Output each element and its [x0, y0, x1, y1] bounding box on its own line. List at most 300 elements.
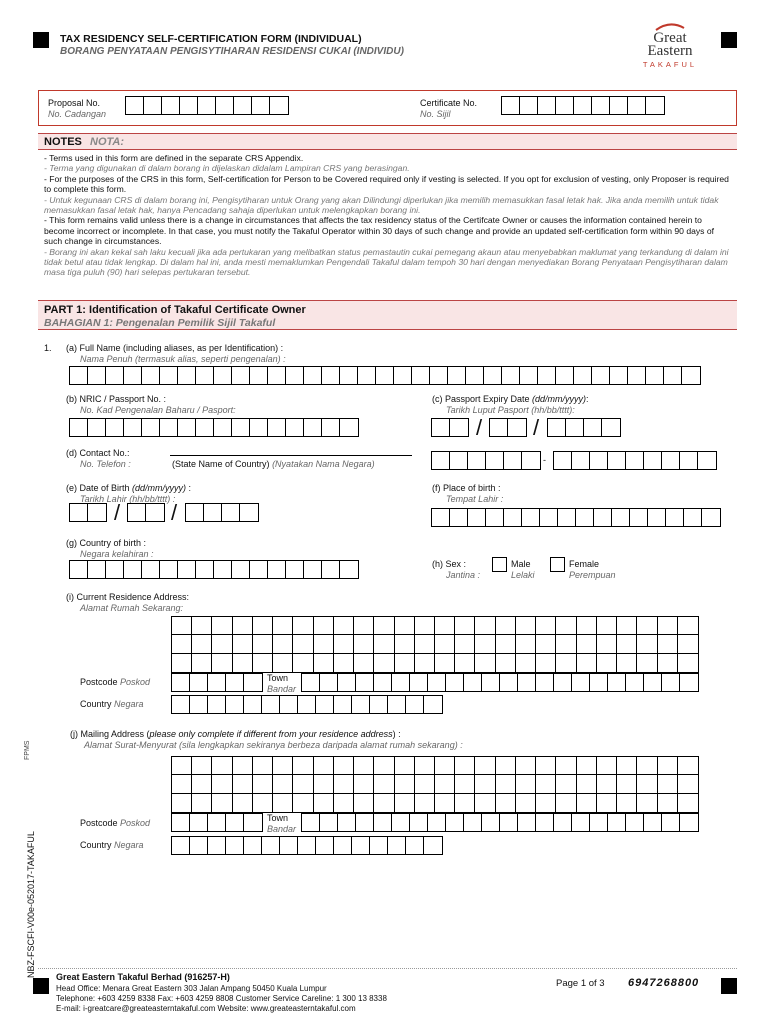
char-box[interactable] — [486, 509, 504, 526]
char-box[interactable] — [617, 635, 637, 653]
char-box[interactable] — [293, 775, 313, 793]
char-box[interactable] — [298, 696, 316, 713]
char-box[interactable] — [702, 509, 720, 526]
char-box[interactable] — [612, 509, 630, 526]
char-box[interactable] — [192, 794, 212, 812]
char-box[interactable] — [162, 97, 180, 114]
char-box[interactable] — [192, 775, 212, 793]
char-box[interactable] — [558, 509, 576, 526]
char-box[interactable] — [160, 367, 178, 384]
char-box[interactable] — [233, 775, 253, 793]
char-box[interactable] — [415, 654, 435, 672]
char-box[interactable] — [172, 696, 190, 713]
char-box[interactable] — [455, 775, 475, 793]
char-box[interactable] — [475, 617, 495, 635]
char-box[interactable] — [475, 635, 495, 653]
char-box[interactable] — [273, 757, 293, 775]
char-box[interactable] — [196, 367, 214, 384]
char-box[interactable] — [253, 775, 273, 793]
char-box[interactable] — [626, 674, 644, 691]
char-box[interactable] — [374, 635, 394, 653]
char-box[interactable] — [684, 509, 702, 526]
char-box[interactable] — [233, 794, 253, 812]
char-box[interactable] — [172, 814, 190, 831]
char-box[interactable] — [320, 674, 338, 691]
char-box[interactable] — [446, 674, 464, 691]
char-box[interactable] — [610, 97, 628, 114]
pob-input[interactable] — [431, 508, 721, 527]
char-box[interactable] — [70, 367, 88, 384]
char-box[interactable] — [226, 674, 244, 691]
char-box[interactable] — [334, 654, 354, 672]
country-input[interactable] — [171, 836, 443, 855]
char-box[interactable] — [468, 509, 486, 526]
char-box[interactable] — [455, 635, 475, 653]
char-box[interactable] — [232, 561, 250, 578]
char-box[interactable] — [222, 504, 240, 521]
char-box[interactable] — [536, 635, 556, 653]
female-checkbox[interactable] — [550, 557, 565, 572]
char-box[interactable] — [432, 452, 450, 469]
char-box[interactable] — [680, 814, 698, 831]
char-box[interactable] — [286, 367, 304, 384]
char-box[interactable] — [268, 561, 286, 578]
char-box[interactable] — [392, 814, 410, 831]
char-box[interactable] — [628, 97, 646, 114]
char-box[interactable] — [680, 674, 698, 691]
char-box[interactable] — [520, 367, 538, 384]
char-box[interactable] — [617, 757, 637, 775]
char-box[interactable] — [304, 419, 322, 436]
char-box[interactable] — [637, 757, 657, 775]
char-box[interactable] — [608, 674, 626, 691]
char-box[interactable] — [395, 757, 415, 775]
char-box[interactable] — [88, 367, 106, 384]
char-box[interactable] — [577, 775, 597, 793]
postcode-input[interactable] — [171, 813, 263, 832]
char-box[interactable] — [268, 419, 286, 436]
char-box[interactable] — [658, 654, 678, 672]
cob-input[interactable] — [69, 560, 359, 579]
char-box[interactable] — [232, 419, 250, 436]
char-box[interactable] — [597, 775, 617, 793]
char-box[interactable] — [500, 814, 518, 831]
male-checkbox[interactable] — [492, 557, 507, 572]
char-box[interactable] — [566, 419, 584, 436]
char-box[interactable] — [617, 794, 637, 812]
char-box[interactable] — [482, 674, 500, 691]
char-box[interactable] — [664, 367, 682, 384]
char-box[interactable] — [106, 561, 124, 578]
char-box[interactable] — [406, 837, 424, 854]
char-box[interactable] — [658, 757, 678, 775]
char-box[interactable] — [172, 654, 192, 672]
char-box[interactable] — [250, 419, 268, 436]
char-box[interactable] — [432, 509, 450, 526]
char-box[interactable] — [124, 367, 142, 384]
char-box[interactable] — [180, 97, 198, 114]
char-box[interactable] — [536, 654, 556, 672]
char-box[interactable] — [316, 837, 334, 854]
char-box[interactable] — [233, 654, 253, 672]
char-box[interactable] — [186, 504, 204, 521]
char-box[interactable] — [198, 97, 216, 114]
char-box[interactable] — [192, 635, 212, 653]
char-box[interactable] — [212, 635, 232, 653]
char-box[interactable] — [468, 452, 486, 469]
char-box[interactable] — [298, 837, 316, 854]
char-box[interactable] — [617, 775, 637, 793]
char-box[interactable] — [435, 794, 455, 812]
char-box[interactable] — [146, 504, 164, 521]
char-box[interactable] — [576, 509, 594, 526]
char-box[interactable] — [334, 635, 354, 653]
char-box[interactable] — [496, 757, 516, 775]
char-box[interactable] — [630, 509, 648, 526]
char-box[interactable] — [233, 635, 253, 653]
char-box[interactable] — [334, 757, 354, 775]
char-box[interactable] — [314, 775, 334, 793]
char-box[interactable] — [484, 367, 502, 384]
char-box[interactable] — [352, 696, 370, 713]
passport-expiry-month[interactable] — [489, 418, 527, 437]
char-box[interactable] — [577, 757, 597, 775]
char-box[interactable] — [554, 674, 572, 691]
char-box[interactable] — [556, 794, 576, 812]
char-box[interactable] — [424, 696, 442, 713]
char-box[interactable] — [682, 367, 700, 384]
char-box[interactable] — [338, 814, 356, 831]
char-box[interactable] — [680, 452, 698, 469]
char-box[interactable] — [212, 617, 232, 635]
char-box[interactable] — [395, 654, 415, 672]
char-box[interactable] — [626, 814, 644, 831]
char-box[interactable] — [172, 775, 192, 793]
char-box[interactable] — [190, 696, 208, 713]
char-box[interactable] — [394, 367, 412, 384]
char-box[interactable] — [602, 419, 620, 436]
char-box[interactable] — [412, 367, 430, 384]
char-box[interactable] — [178, 561, 196, 578]
char-box[interactable] — [572, 674, 590, 691]
char-box[interactable] — [538, 97, 556, 114]
char-box[interactable] — [70, 561, 88, 578]
char-box[interactable] — [88, 561, 106, 578]
char-box[interactable] — [450, 419, 468, 436]
char-box[interactable] — [536, 674, 554, 691]
char-box[interactable] — [678, 794, 698, 812]
char-box[interactable] — [455, 794, 475, 812]
contact-number-input[interactable] — [553, 451, 717, 470]
char-box[interactable] — [352, 837, 370, 854]
char-box[interactable] — [356, 674, 374, 691]
char-box[interactable] — [70, 504, 88, 521]
char-box[interactable] — [637, 794, 657, 812]
char-box[interactable] — [496, 635, 516, 653]
char-box[interactable] — [273, 635, 293, 653]
char-box[interactable] — [475, 654, 495, 672]
char-box[interactable] — [395, 775, 415, 793]
char-box[interactable] — [214, 419, 232, 436]
char-box[interactable] — [334, 837, 352, 854]
char-box[interactable] — [374, 757, 394, 775]
char-box[interactable] — [536, 617, 556, 635]
char-box[interactable] — [644, 674, 662, 691]
char-box[interactable] — [410, 674, 428, 691]
char-box[interactable] — [556, 97, 574, 114]
char-box[interactable] — [455, 757, 475, 775]
char-box[interactable] — [144, 97, 162, 114]
char-box[interactable] — [597, 794, 617, 812]
char-box[interactable] — [212, 757, 232, 775]
char-box[interactable] — [577, 635, 597, 653]
char-box[interactable] — [106, 419, 124, 436]
char-box[interactable] — [268, 367, 286, 384]
char-box[interactable] — [644, 814, 662, 831]
char-box[interactable] — [273, 617, 293, 635]
char-box[interactable] — [540, 509, 558, 526]
char-box[interactable] — [490, 419, 508, 436]
char-box[interactable] — [435, 757, 455, 775]
char-box[interactable] — [172, 617, 192, 635]
char-box[interactable] — [70, 419, 88, 436]
char-box[interactable] — [253, 757, 273, 775]
char-box[interactable] — [572, 814, 590, 831]
char-box[interactable] — [286, 419, 304, 436]
char-box[interactable] — [584, 419, 602, 436]
char-box[interactable] — [280, 837, 298, 854]
char-box[interactable] — [617, 617, 637, 635]
char-box[interactable] — [536, 775, 556, 793]
char-box[interactable] — [320, 814, 338, 831]
char-box[interactable] — [450, 452, 468, 469]
char-box[interactable] — [322, 561, 340, 578]
char-box[interactable] — [293, 794, 313, 812]
char-box[interactable] — [172, 837, 190, 854]
char-box[interactable] — [124, 419, 142, 436]
char-box[interactable] — [322, 419, 340, 436]
char-box[interactable] — [322, 367, 340, 384]
char-box[interactable] — [354, 654, 374, 672]
char-box[interactable] — [302, 674, 320, 691]
char-box[interactable] — [590, 814, 608, 831]
char-box[interactable] — [142, 367, 160, 384]
char-box[interactable] — [448, 367, 466, 384]
char-box[interactable] — [226, 814, 244, 831]
char-box[interactable] — [538, 367, 556, 384]
town-input[interactable] — [301, 673, 699, 692]
char-box[interactable] — [192, 757, 212, 775]
char-box[interactable] — [486, 452, 504, 469]
char-box[interactable] — [435, 654, 455, 672]
char-box[interactable] — [577, 654, 597, 672]
char-box[interactable] — [233, 757, 253, 775]
char-box[interactable] — [415, 757, 435, 775]
char-box[interactable] — [354, 794, 374, 812]
char-box[interactable] — [455, 617, 475, 635]
char-box[interactable] — [516, 617, 536, 635]
char-box[interactable] — [637, 617, 657, 635]
char-box[interactable] — [554, 452, 572, 469]
char-box[interactable] — [334, 775, 354, 793]
char-box[interactable] — [678, 635, 698, 653]
char-box[interactable] — [178, 367, 196, 384]
char-box[interactable] — [192, 654, 212, 672]
char-box[interactable] — [446, 814, 464, 831]
dob-day[interactable] — [69, 503, 107, 522]
char-box[interactable] — [435, 635, 455, 653]
char-box[interactable] — [435, 775, 455, 793]
char-box[interactable] — [340, 561, 358, 578]
char-box[interactable] — [216, 97, 234, 114]
char-box[interactable] — [262, 696, 280, 713]
char-box[interactable] — [536, 757, 556, 775]
char-box[interactable] — [428, 674, 446, 691]
char-box[interactable] — [358, 367, 376, 384]
char-box[interactable] — [536, 814, 554, 831]
char-box[interactable] — [520, 97, 538, 114]
char-box[interactable] — [415, 794, 435, 812]
char-box[interactable] — [662, 814, 680, 831]
char-box[interactable] — [410, 814, 428, 831]
char-box[interactable] — [374, 617, 394, 635]
char-box[interactable] — [208, 814, 226, 831]
contact-country-code-input[interactable] — [431, 451, 541, 470]
char-box[interactable] — [233, 617, 253, 635]
char-box[interactable] — [556, 617, 576, 635]
char-box[interactable] — [504, 452, 522, 469]
char-box[interactable] — [432, 419, 450, 436]
char-box[interactable] — [314, 635, 334, 653]
char-box[interactable] — [504, 509, 522, 526]
char-box[interactable] — [395, 794, 415, 812]
char-box[interactable] — [516, 635, 536, 653]
char-box[interactable] — [244, 696, 262, 713]
char-box[interactable] — [190, 814, 208, 831]
char-box[interactable] — [658, 617, 678, 635]
char-box[interactable] — [262, 837, 280, 854]
char-box[interactable] — [374, 794, 394, 812]
char-box[interactable] — [464, 674, 482, 691]
char-box[interactable] — [594, 509, 612, 526]
char-box[interactable] — [232, 367, 250, 384]
char-box[interactable] — [252, 97, 270, 114]
char-box[interactable] — [626, 452, 644, 469]
char-box[interactable] — [370, 696, 388, 713]
char-box[interactable] — [293, 654, 313, 672]
char-box[interactable] — [212, 775, 232, 793]
char-box[interactable] — [617, 654, 637, 672]
char-box[interactable] — [548, 419, 566, 436]
char-box[interactable] — [234, 97, 252, 114]
char-box[interactable] — [196, 419, 214, 436]
passport-expiry-day[interactable] — [431, 418, 469, 437]
char-box[interactable] — [482, 814, 500, 831]
char-box[interactable] — [172, 674, 190, 691]
char-box[interactable] — [644, 452, 662, 469]
char-box[interactable] — [190, 674, 208, 691]
char-box[interactable] — [678, 757, 698, 775]
char-box[interactable] — [240, 504, 258, 521]
char-box[interactable] — [354, 757, 374, 775]
char-box[interactable] — [388, 837, 406, 854]
char-box[interactable] — [577, 617, 597, 635]
char-box[interactable] — [496, 617, 516, 635]
char-box[interactable] — [226, 696, 244, 713]
char-box[interactable] — [628, 367, 646, 384]
char-box[interactable] — [415, 635, 435, 653]
char-box[interactable] — [334, 696, 352, 713]
char-box[interactable] — [376, 367, 394, 384]
char-box[interactable] — [592, 367, 610, 384]
char-box[interactable] — [172, 794, 192, 812]
char-box[interactable] — [424, 837, 442, 854]
char-box[interactable] — [435, 617, 455, 635]
char-box[interactable] — [160, 419, 178, 436]
char-box[interactable] — [212, 794, 232, 812]
char-box[interactable] — [314, 654, 334, 672]
char-box[interactable] — [516, 794, 536, 812]
char-box[interactable] — [128, 504, 146, 521]
char-box[interactable] — [208, 674, 226, 691]
char-box[interactable] — [208, 837, 226, 854]
char-box[interactable] — [666, 509, 684, 526]
char-box[interactable] — [374, 775, 394, 793]
char-box[interactable] — [88, 504, 106, 521]
char-box[interactable] — [406, 696, 424, 713]
char-box[interactable] — [244, 837, 262, 854]
mailing-address-grid[interactable] — [171, 756, 699, 813]
char-box[interactable] — [273, 654, 293, 672]
passport-expiry-year[interactable] — [547, 418, 621, 437]
char-box[interactable] — [678, 617, 698, 635]
char-box[interactable] — [608, 814, 626, 831]
char-box[interactable] — [500, 674, 518, 691]
char-box[interactable] — [466, 367, 484, 384]
char-box[interactable] — [637, 654, 657, 672]
char-box[interactable] — [250, 367, 268, 384]
char-box[interactable] — [106, 367, 124, 384]
char-box[interactable] — [508, 419, 526, 436]
char-box[interactable] — [338, 674, 356, 691]
dob-year[interactable] — [185, 503, 259, 522]
char-box[interactable] — [88, 419, 106, 436]
postcode-input[interactable] — [171, 673, 263, 692]
char-box[interactable] — [374, 654, 394, 672]
char-box[interactable] — [502, 97, 520, 114]
char-box[interactable] — [226, 837, 244, 854]
char-box[interactable] — [395, 617, 415, 635]
char-box[interactable] — [516, 775, 536, 793]
char-box[interactable] — [516, 757, 536, 775]
char-box[interactable] — [475, 757, 495, 775]
char-box[interactable] — [536, 794, 556, 812]
char-box[interactable] — [273, 775, 293, 793]
char-box[interactable] — [574, 367, 592, 384]
char-box[interactable] — [172, 757, 192, 775]
char-box[interactable] — [522, 509, 540, 526]
char-box[interactable] — [253, 794, 273, 812]
char-box[interactable] — [428, 814, 446, 831]
char-box[interactable] — [273, 794, 293, 812]
char-box[interactable] — [637, 635, 657, 653]
char-box[interactable] — [597, 635, 617, 653]
char-box[interactable] — [502, 367, 520, 384]
char-box[interactable] — [592, 97, 610, 114]
char-box[interactable] — [340, 419, 358, 436]
char-box[interactable] — [646, 367, 664, 384]
char-box[interactable] — [496, 654, 516, 672]
